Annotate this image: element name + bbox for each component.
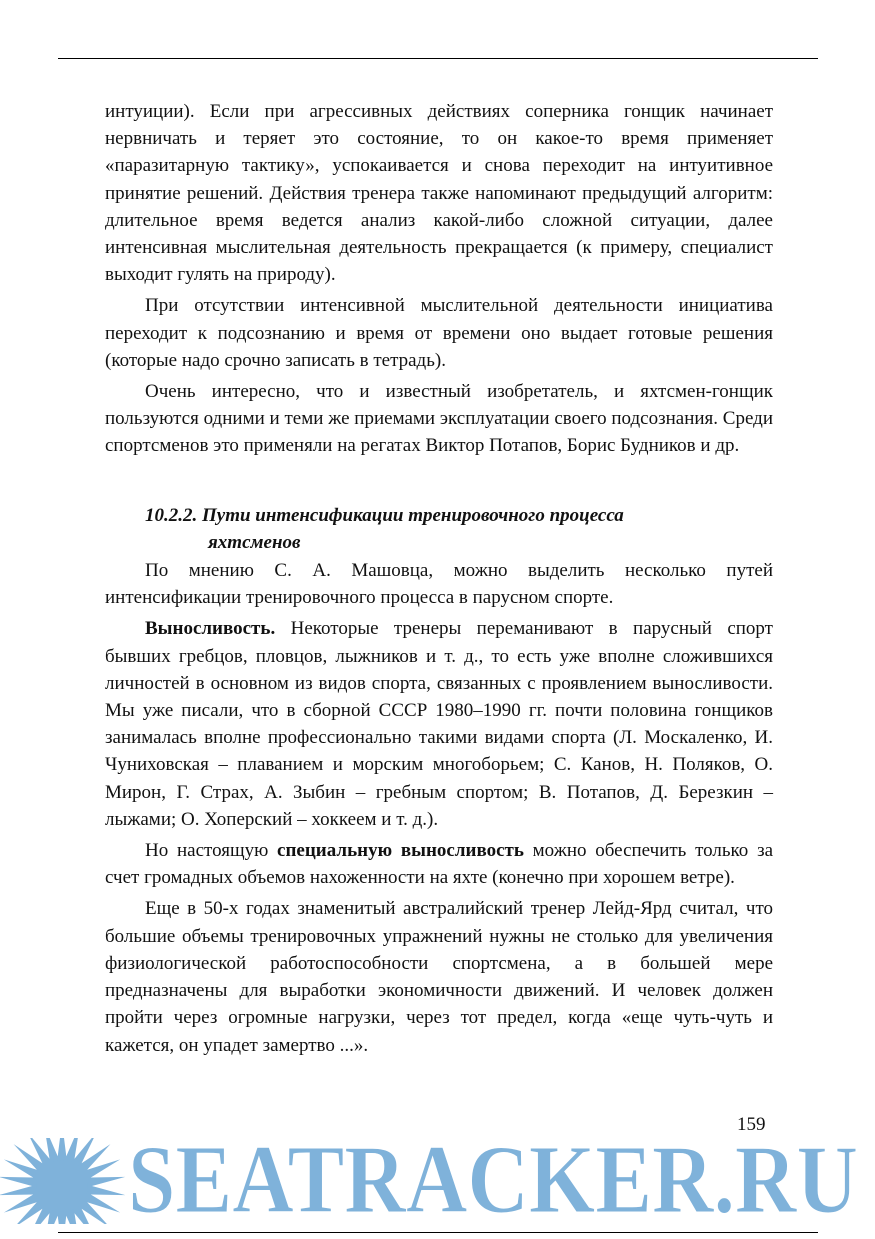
section-heading [105, 502, 773, 556]
paragraph-6-start: Но настоящую [145, 840, 278, 862]
paragraph-5 [105, 615, 773, 833]
sun-logo-icon [0, 1138, 125, 1224]
sun-core [36, 1160, 88, 1212]
paragraph-2: При отсутствии интенсивной мыслительной деятельности инициатива переходит к подсознанию и время от времени оно выдает готовые решения (которые надо срочно записать в тетрадь). [105, 295, 773, 371]
watermark-text: SEATRACKER.RU [128, 1138, 858, 1224]
endurance-term: Выносливость. [145, 618, 276, 640]
section-heading-line-1: 10.2.2. Пути интенсификации тренировочного процесса [145, 504, 624, 526]
paragraph-1: интуиции). Если при агрессивных действиях соперника гонщик начинает нервничать и теряет это состояние, то он какое-то время применяет «паразитарную тактику», успокаивается и снова переходит на интуитивное принятие решений. Действия тренера также напоминают предыдущий алгоритм: длительное время ведется анализ какой-либо сложной ситуации, далее интенсивная мыслительная деятельность прекращается (к примеру, специалист выходит гулять на природу). [105, 101, 773, 286]
bottom-rule [58, 1232, 818, 1233]
paragraph-4: По мнению С. А. Машовца, можно выделить несколько путей интенсификации тренировочного процесса в парусном спорте. [105, 560, 773, 609]
page-body [105, 98, 773, 1059]
section-heading-line-2: яхтсменов [208, 531, 301, 553]
top-rule [58, 58, 818, 59]
paragraph-7: Еще в 50-х годах знаменитый австралийский тренер Лейд-Ярд считал, что большие объемы тренировочных упражнений нужны не столько для увеличения физиологической работоспособности спортсмена, а в большей мере предназначены для выработки экономичности движений. И человек должен пройти через огромные нагрузки, через тот предел, когда «еще чуть-чуть и кажется, он упадет замертво ...». [105, 898, 773, 1056]
paragraph-6 [105, 837, 773, 891]
paragraph-6-end: можно обеспечить только за счет громадных объемов нахоженности на яхте (конечно при хорошем ветре). [105, 840, 774, 889]
paragraph-5-text: Некоторые тренеры переманивают в парусный спорт бывших гребцов, пловцов, лыжников и т. д., то есть уже вполне сложившихся личностей в основном из видов спорта, связанных с проявлением выносливости. Мы уже писали, что в сборной СССР 1980–1990 гг. почти половина гонщиков занималась вполне профессионально такими видами спорта (Л. Москаленко, И. Чуниховская – плаванием и морским многоборьем; С. Канов, Н. Поляков, О. Мирон, Г. Страх, А. Зыбин – гребным спортом; В. Потапов, Д. Березкин – лыжами; О. Хоперский – хоккеем и т. д.). [105, 618, 773, 830]
special-endurance-term: специальную выносливость [277, 840, 524, 862]
seatracker-watermark [0, 1138, 875, 1224]
paragraph-3: Очень интересно, что и известный изобретатель, и яхтсмен-гонщик пользуются одними и теми же приемами эксплуатации своего подсознания. Среди спортсменов это применяли на регатах Виктор Потапов, Борис Будников и др. [105, 381, 773, 457]
page-number: 159 [737, 1114, 766, 1135]
